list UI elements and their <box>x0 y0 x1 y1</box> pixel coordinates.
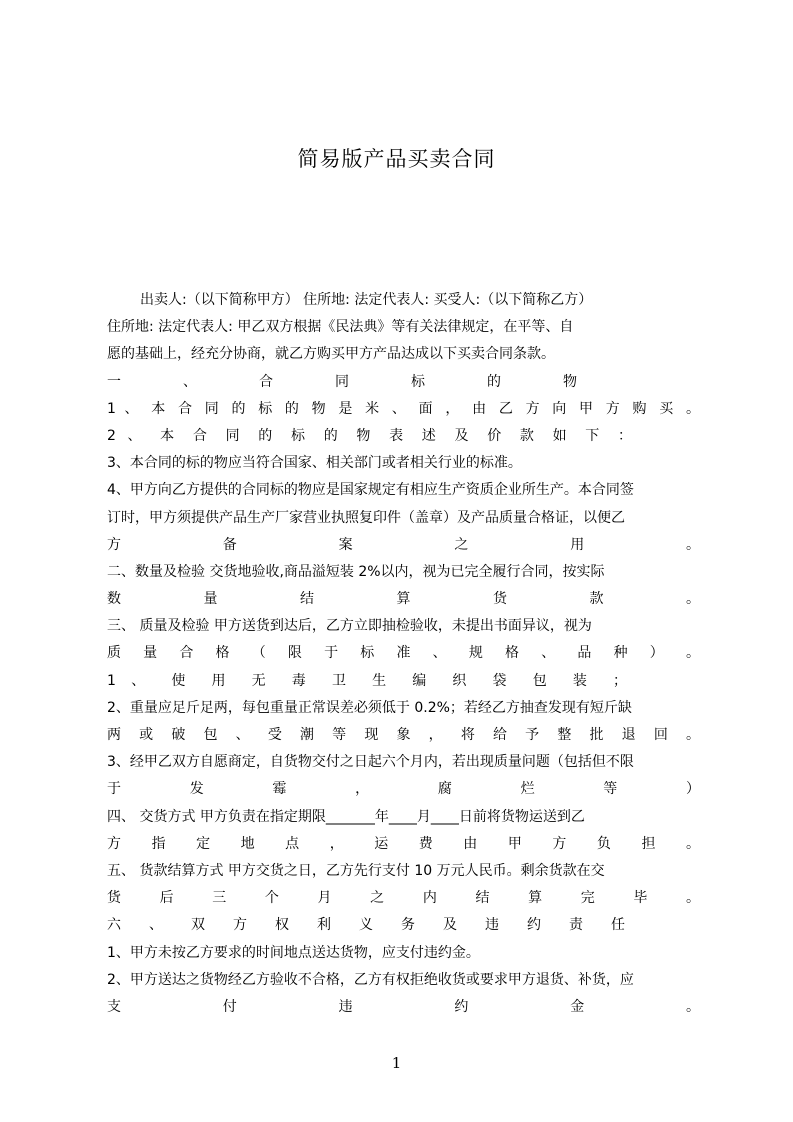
section-heading-4: 四、 交货方式 甲方负责在指定期限_______年____月____日前将货物运送到乙 <box>107 808 585 825</box>
text-line: 2、重量应足斤足两，每包重量正常误差必须低于 0.2%；若经乙方抽查发现有短斤缺 <box>107 699 632 716</box>
document-body <box>107 287 700 1021</box>
text-line: 3、经甲乙双方自愿商定，自货物交付之日起六个月内，若出现质量问题（包括但不限 <box>107 754 634 771</box>
section-heading-2: 二、数量及检验 交货地验收,商品溢短装 2%以内，视为已完全履行合同，按实际 <box>107 563 605 580</box>
section-heading-6: 六 、 双 方 权 利 义 务 及 违 约 责 任 <box>107 917 625 934</box>
text-line: 1 、 本 合 同 的 标 的 物 是 米 、 面 ， 由 乙 方 向 甲 方 购 买 。 <box>107 400 700 417</box>
text-line: 3、本合同的标的物应当符合国家、相关部门或者相关行业的标准。 <box>107 455 522 472</box>
text-line: 出卖人:（以下简称甲方） 住所地: 法定代表人: 买受人:（以下简称乙方） <box>140 292 593 308</box>
text-line: 支 付 违 约 金 。 <box>107 998 700 1015</box>
text-line: 数 量 结 算 货 款 。 <box>107 591 700 608</box>
page-number: 1 <box>391 1054 402 1072</box>
text-line: 方 指 定 地 点 ， 运 费 由 甲 方 负 担 。 <box>107 835 700 852</box>
text-line: 两 或 破 包 、 受 潮 等 现 象 ， 将 给 予 整 批 退 回 。 <box>107 727 700 743</box>
text-line: 于 发 霉 ， 腐 烂 等 ） <box>107 781 700 798</box>
text-line: 1 、 使 用 无 毒 卫 生 编 织 袋 包 装 ； <box>107 672 627 689</box>
document-title: 简易版产品买卖合同 <box>297 147 496 171</box>
text-line: 4、甲方向乙方提供的合同标的物应是国家规定有相应生产资质企业所生产。本合同签 <box>107 482 634 499</box>
text-line: 愿的基础上，经充分协商，就乙方购买甲方产品达成以下买卖合同条款。 <box>107 346 555 363</box>
section-heading-5: 五、 货款结算方式 甲方交货之日，乙方先行支付 10 万元人民币。剩余货款在交 <box>107 862 605 879</box>
text-line: 货 后 三 个 月 之 内 结 算 完 毕 。 <box>107 890 700 907</box>
text-line: 质 量 合 格 （ 限 于 标 准 、 规 格 、 品 种 ） 。 <box>107 645 700 662</box>
text-line: 1、甲方未按乙方要求的时间地点送达货物，应支付违约金。 <box>107 944 480 961</box>
text-line: 2 、 本 合 同 的 标 的 物 表 述 及 价 款 如 下 ： <box>107 427 632 444</box>
text-line: 2、甲方送达之货物经乙方验收不合格，乙方有权拒绝收货或要求甲方退货、补货，应 <box>107 971 634 988</box>
text-line: 住所地: 法定代表人: 甲乙双方根据《民法典》等有关法律规定，在平等、自 <box>107 319 574 336</box>
section-heading-1: 一 、 合 同 标 的 物 <box>107 373 577 390</box>
section-heading-3: 三、 质量及检验 甲方送货到达后，乙方立即抽检验收，未提出书面异议，视为 <box>107 618 592 635</box>
text-line: 方 备 案 之 用 。 <box>107 536 700 553</box>
text-line: 订时，甲方须提供产品生产厂家营业执照复印件（盖章）及产品质量合格证，以便乙 <box>107 509 625 526</box>
